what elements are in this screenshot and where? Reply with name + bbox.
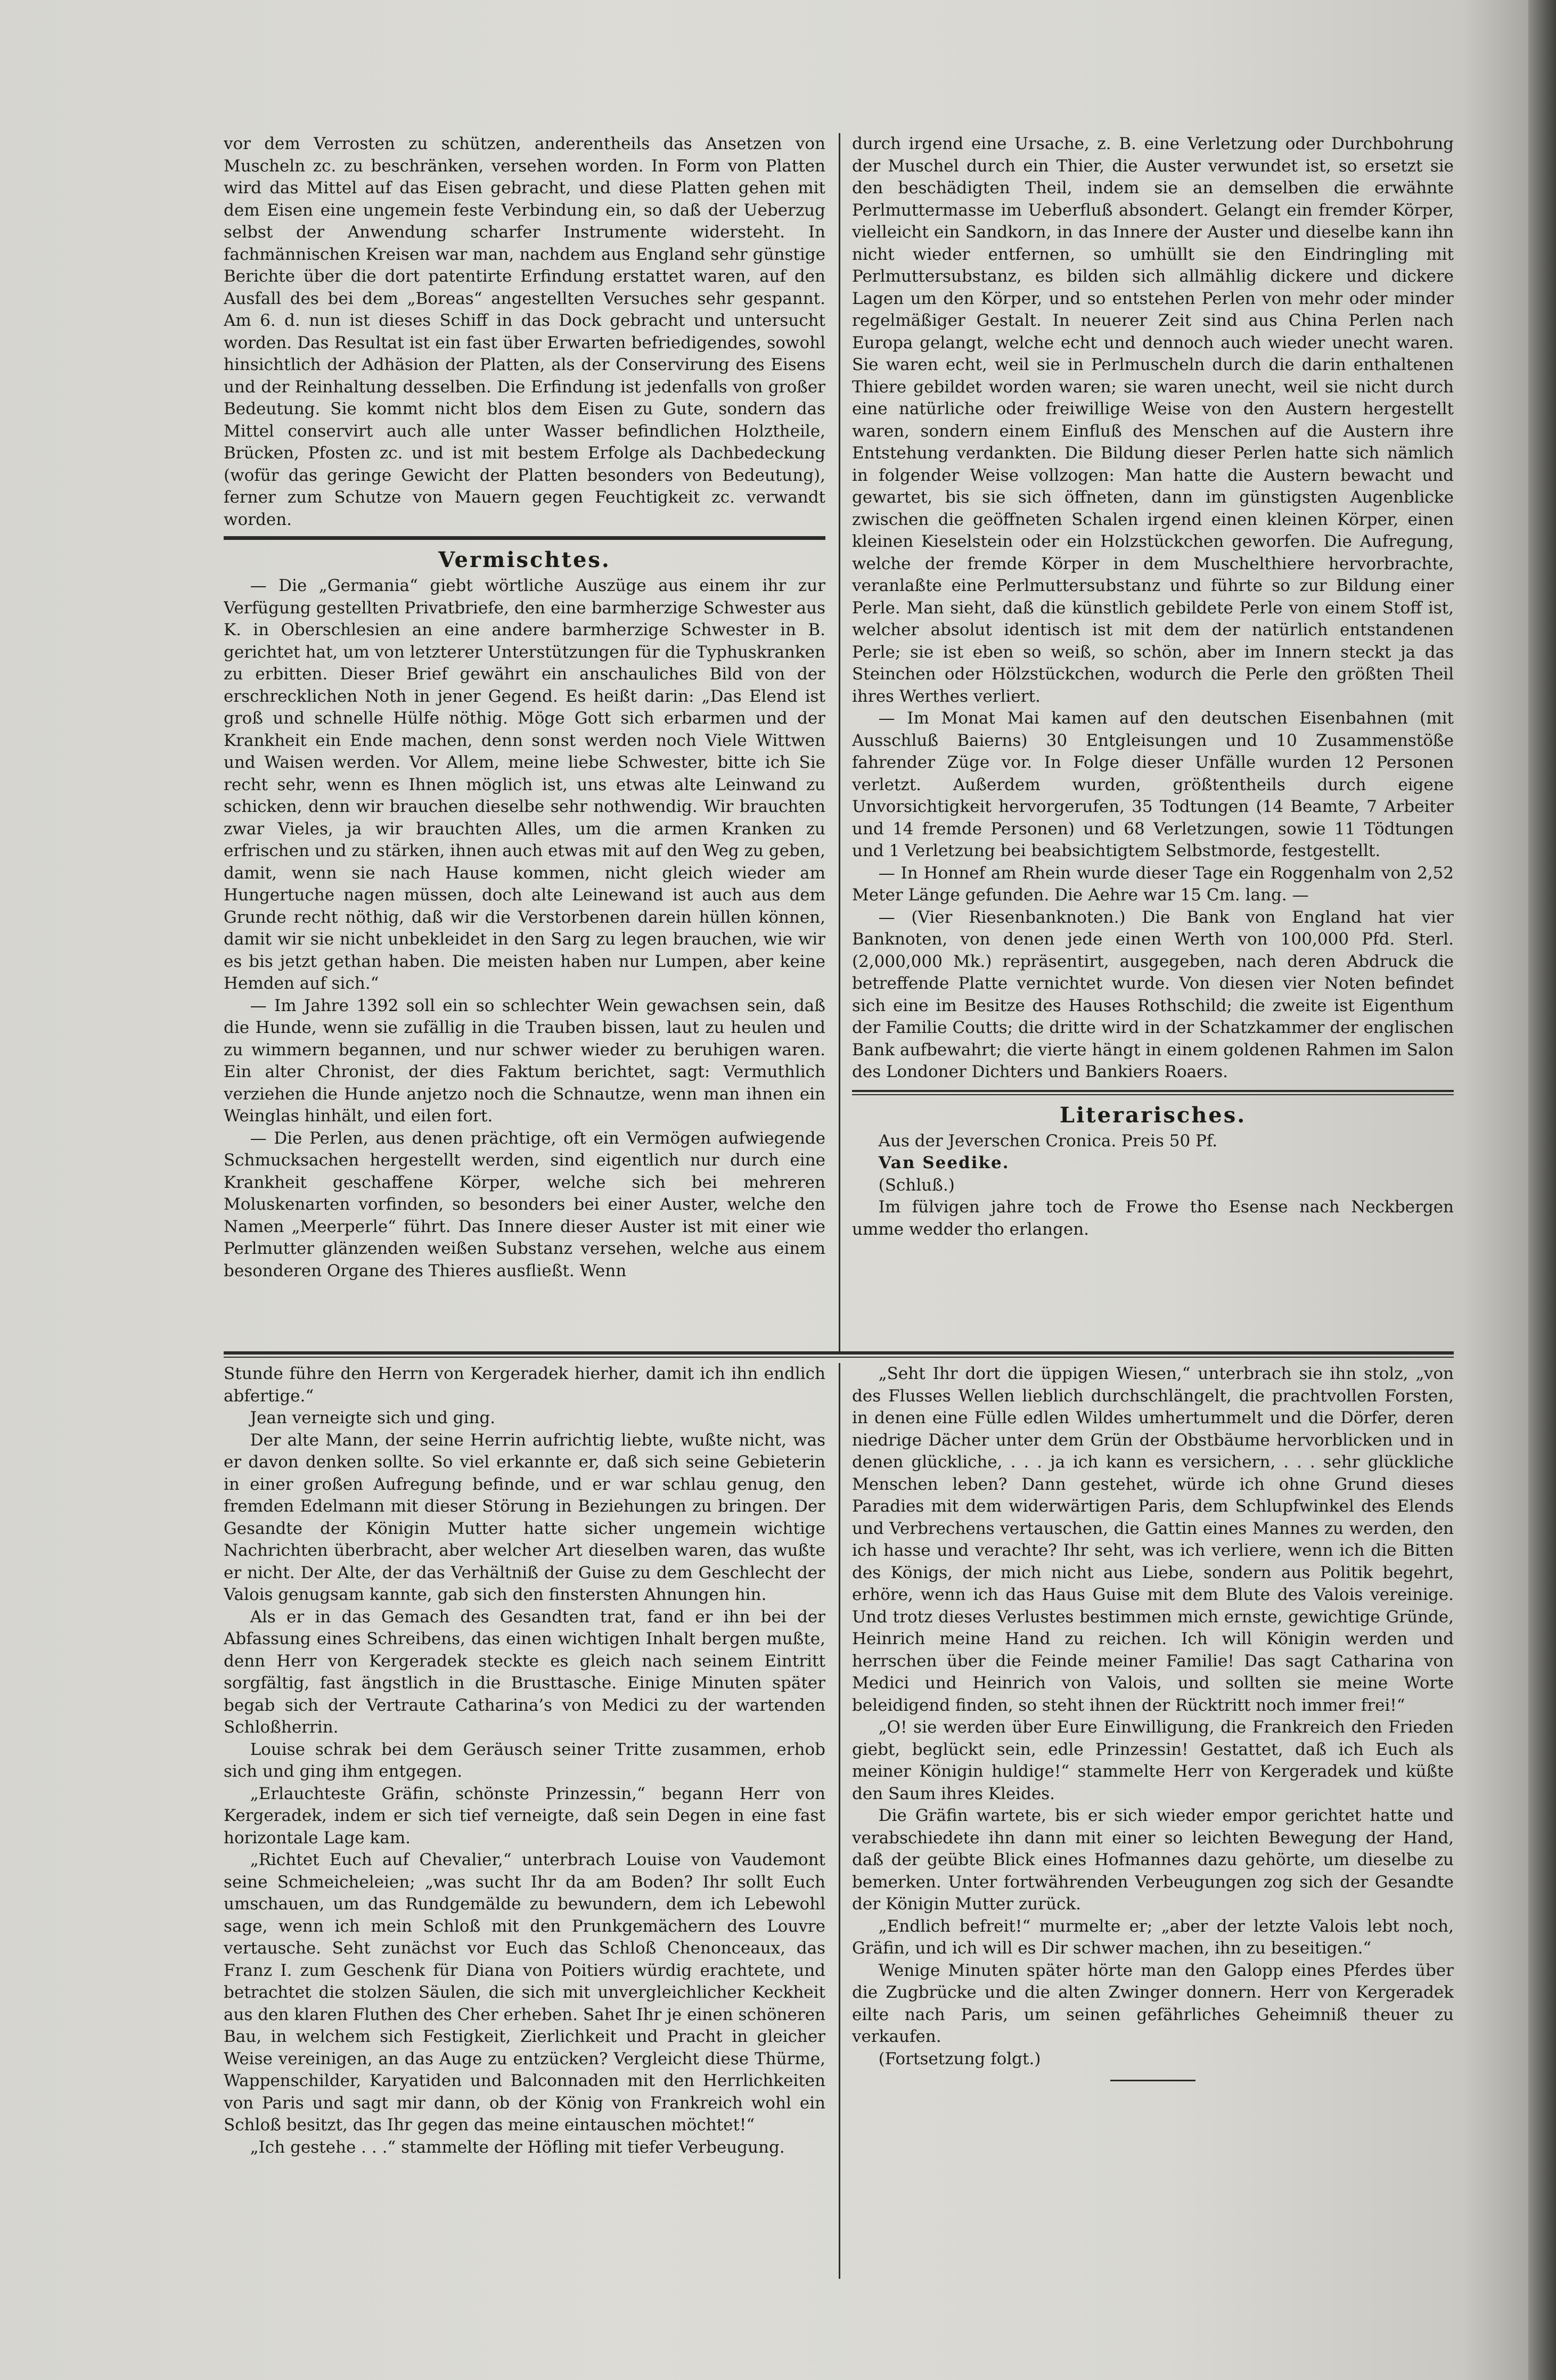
section-rule xyxy=(224,536,825,540)
feuilleton-paragraph: Louise schrak bei dem Geräusch seiner Tritte zusammen, erhob sich und ging ihm entgegen. xyxy=(224,1739,825,1781)
section-heading-vermischtes: Vermischtes. xyxy=(438,547,611,572)
page-binding-edge xyxy=(1528,0,1556,2380)
column-bottom-left xyxy=(224,1363,825,2279)
feuilleton-paragraph: Der alte Mann, der seine Herrin aufrichtig liebte, wußte nicht, was er davon denken sollte. So viel erkannte er, daß sich seine Gebieterin in einer großen Aufregung befinde, und er war schlau genug, den fremden Edelmann mit dieser Störung in Beziehungen zu bringen. Der Gesandte der Königin Mutter hatte sicher ungemein wichtige Nachrichten überbracht, aber welcher Art dieselben waren, das wußte er nicht. Der Alte, der das Verhältniß der Guise zu dem Geschlecht der Valois genugsam kannte, gab sich den finstersten Ahnungen hin. xyxy=(224,1430,825,1604)
feuilleton-paragraph: Die Gräfin wartete, bis er sich wieder empor gerichtet hatte und verabschiedete ihn dann mit einer so leichten Bewegung der Hand, daß der geübte Blick eines Hofmannes dazu gehörte, um dieselbe zu bemerken. Unter fortwährenden Verbeugungen zog sich der Gesandte der Königin Mutter zurück. xyxy=(852,1806,1454,1914)
column-top-right xyxy=(852,133,1454,1352)
feuilleton-paragraph: „Erlauchteste Gräfin, schönste Prinzessin,“ begann Herr von Kergeradek, indem er sich tief verneigte, daß sein Degen in eine fast horizontale Lage kam. xyxy=(224,1784,825,1848)
item-pearls: — Die Perlen, aus denen prächtige, oft ein Vermögen aufwiegende Schmucksachen hergestellt werden, sind eigentlich nur durch eine Krankheit geschaffene Körper, welche sich bei mehreren Moluskenarten vorfinden, so besonders bei einer Auster, welche den Namen „Meerperle“ führt. Das Innere dieser Auster ist mit einer wie Perlmutter glänzenden weißen Substanz versehen, welche aus einem besonderen Organe des Thieres ausfließt. Wenn xyxy=(224,1128,825,1281)
column-divider-bottom xyxy=(839,1363,840,2279)
feuilleton-paragraph: Als er in das Gemach des Gesandten trat, fand er ihn bei der Abfassung eines Schreibens, das einen wichtigen Inhalt bergen mußte, denn Herr von Kergeradek steckte es gleich nach seinem Eintritt sorgfältig, fast ängstlich in die Brusttasche. Einige Minuten später begab sich der Vertraute Catharina’s von Medici zu der wartenden Schloßherrin. xyxy=(224,1607,825,1737)
item-germania: — Die „Germania“ giebt wörtliche Auszüge aus einem ihr zur Verfügung gestellten Privatbriefe, den eine barmherzige Schwester aus K. in Oberschlesien an eine andere barmherzige Schwester in B. gerichtet hat, um von letzterer Unterstützungen für die Typhuskranken zu erbitten. Dieser Brief gewährt ein anschauliches Bild von der erschrecklichen Noth in jener Gegend. Es heißt darin: „Das Elend ist groß und schnelle Hülfe nöthig. Möge Gott sich erbarmen und der Krankheit ein Ende machen, denn sonst werden noch Viele Wittwen und Waisen werden. Vor Allem, meine liebe Schwester, bitte ich Sie recht sehr, wenn es Ihnen möglich ist, uns etwas alte Leinwand zu schicken, denn wir brauchen dieselbe sehr nothwendig. Wir brauchten zwar Vieles, ja wir brauchten Alles, um die armen Kranken zu erfrischen und zu stärken, ihnen auch etwas mit auf den Weg zu geben, damit, wenn sie nach Hause kommen, nicht gleich wieder am Hungertuche nagen müssen, doch alte Leinewand ist auch aus dem Grunde recht nöthig, daß wir die Verstorbenen darein hüllen können, damit wir sie nicht unbekleidet in den Sarg zu legen brauchen, wie wir es bis jetzt gethan haben. Die meisten haben nur Lumpen, aber keine Hemden auf sich.“ xyxy=(224,576,825,993)
column-divider-top xyxy=(839,133,840,1352)
feuilleton-paragraph: Stunde führe den Herrn von Kergeradek hierher, damit ich ihn endlich abfertige.“ xyxy=(224,1364,825,1406)
column-bottom-right xyxy=(852,1363,1454,2279)
feuilleton-paragraph: „O! sie werden über Eure Einwilligung, die Frankreich den Frieden giebt, beglückt sein, edle Prinzessin! Gestattet, daß ich Euch als meiner Königin huldige!“ stammelte Herr von Kergeradek und küßte den Saum ihres Kleides. xyxy=(852,1718,1454,1803)
column-top-left xyxy=(224,133,825,1352)
item-wine-1392: — Im Jahre 1392 soll ein so schlechter Wein gewachsen sein, daß die Hunde, wenn sie zufällig in die Trauben bissen, laut zu heulen und zu wimmern begannen, und nur schwer wieder zu beruhigen waren. Ein alter Chronist, der dies Faktum berichtet, sagt: Vermuthlich verziehen die Hunde anjetzo noch die Schnautze, wenn man ihnen ein Weinglas hinhält, und eilen fort. xyxy=(224,996,825,1126)
continuation-note: (Fortsetzung folgt.) xyxy=(878,2049,1041,2069)
item-railway-accidents: — Im Monat Mai kamen auf den deutschen Eisenbahnen (mit Ausschluß Baierns) 30 Entgleisungen und 10 Zusammenstöße fahrender Züge vor. In Folge dieser Unfälle wurden 12 Personen verletzt. Außerdem wurden, größtentheils durch eigene Unvorsichtigkeit hervorgerufen, 35 Todtungen (14 Beamte, 7 Arbeiter und 14 fremde Personen) und 68 Verletzungen, sowie 11 Tödtungen und 1 Verletzung bei beabsichtigtem Selbstmorde, festgestellt. xyxy=(852,709,1454,860)
literary-source-line: Aus der Jeverschen Cronica. Preis 50 Pf. xyxy=(878,1131,1218,1151)
feuilleton-separator-rule-thin xyxy=(224,1357,1454,1358)
story-title: Van Seedike. xyxy=(878,1153,1010,1172)
section-heading-literarisches: Literarisches. xyxy=(1059,1102,1247,1128)
item-giant-banknotes: — (Vier Riesenbanknoten.) Die Bank von England hat vier Banknoten, von denen jede einen Werth von 100,000 Pfd. Sterl. (2,000,000 Mk.) repräsentirt, ausgegeben, nach deren Abdruck die betreffende Platte vernichtet wurde. Von diesen vier Noten befindet sich eine im Besitze des Hauses Rothschild; die zweite ist Eigenthum der Familie Coutts; die dritte wird in der Schatzkammer der englischen Bank aufbewahrt; die vierte hängt in einem goldenen Rahmen im Salon des Londoner Dichters und Bankiers Roaers. xyxy=(852,907,1454,1081)
item-pearls-continued: durch irgend eine Ursache, z. B. eine Verletzung oder Durchbohrung der Muschel durch ein Thier, die Auster verwundet ist, so ersetzt sie den beschädigten Theil, indem sie an demselben die erwähnte Perlmuttermasse im Ueberfluß absondert. Gelangt ein fremder Körper, vielleicht ein Sandkorn, in das Innere der Auster und dieselbe kann ihn nicht wieder entfernen, so umhüllt sie den Eindringling mit Perlmuttersubstanz, es bilden sich allmählig dickere und dickere Lagen um den Körper, und so entstehen Perlen von mehr oder minder regelmäßiger Gestalt. In neuerer Zeit sind aus China Perlen nach Europa gelangt, welche echt und dennoch auch wieder unecht waren. Sie waren echt, weil sie in Perlmuscheln durch die darin enthaltenen Thiere gebildet worden waren; sie waren unecht, weil sie nicht durch eine natürliche oder freiwillige Weise von den Austern hergestellt waren, sondern einem Einfluß des Menschen auf die Austern ihre Entstehung verdankten. Die Bildung dieser Perlen hatte sich nämlich in folgender Weise vollzogen: Man hatte die Austern bewacht und gewartet, bis sie sich öffneten, dann im günstigsten Augenblicke zwischen die geöffneten Schalen irgend einen kleinen Körper, einen kleinen Kieselstein oder ein Holzstückchen geworfen. Die Aufregung, welche der fremde Körper in dem Muschelthiere hervorbrachte, veranlaßte eine Perlmuttersubstanz und führte so zur Bildung einer Perle. Man sieht, daß die künstlich gebildete Perle von einem Stoff ist, welcher absolut identisch ist mit dem der natürlich entstandenen Perle; sie ist eben so weiß, so schön, aber im Innern steckt ja das Steinchen oder Hölzstückchen, wodurch die Perle den größten Theil ihres Werthes verliert. xyxy=(852,134,1454,706)
feuilleton-paragraph: „Ich gestehe . . .“ stammelte der Höfling mit tiefer Verbeugung. xyxy=(250,2137,785,2157)
story-subtitle: (Schluß.) xyxy=(878,1175,955,1195)
item-honnef-rye: — In Honnef am Rhein wurde dieser Tage ein Roggenhalm von 2,52 Meter Länge gefunden. Die Aehre war 15 Cm. lang. — xyxy=(852,863,1454,905)
article-ship-coating-end: vor dem Verrosten zu schützen, anderentheils das Ansetzen von Muscheln zc. zu beschränken, versehen worden. In Form von Platten wird das Mittel auf das Eisen gebracht, und diese Platten gehen mit dem Eisen eine ungemein feste Verbindung ein, so daß der Ueberzug selbst der Anwendung scharfer Instrumente widersteht. In fachmännischen Kreisen war man, nachdem aus England sehr günstige Berichte über die dort patentirte Erfindung erstattet waren, auf den Ausfall des bei dem „Boreas“ angestellten Versuches sehr gespannt. Am 6. d. nun ist dieses Schiff in das Dock gebracht und untersucht worden. Das Resultat ist ein fast über Erwarten befriedigendes, sowohl hinsichtlich der Adhäsion der Platten, als der Conservirung des Eisens und der Reinhaltung desselben. Die Erfindung ist jedenfalls von großer Bedeutung. Sie kommt nicht blos dem Eisen zu Gute, sondern das Mittel conservirt auch alle unter Wasser befindlichen Holztheile, Brücken, Pfosten zc. und ist mit bestem Erfolge als Dachbedeckung (wofür das geringe Gewicht der Platten besonders von Bedeutung), ferner zum Schutze von Mauern gegen Feuchtigkeit zc. verwandt worden. xyxy=(224,134,825,529)
section-rule-literary xyxy=(852,1090,1454,1095)
feuilleton-paragraph: „Seht Ihr dort die üppigen Wiesen,“ unterbrach sie ihn stolz, „von des Flusses Wellen lieblich durchschlängelt, die prachtvollen Forsten, in denen eine Fülle edlen Wildes umhertummelt und die Dörfer, deren niedrige Dächer unter dem Grün der Obstbäume hervorblicken und in denen glückliche, . . . ja ich kann es versichern, . . . sehr glückliche Menschen leben? Dann gestehet, würde ich ohne Grund dieses Paradies mit dem widerwärtigen Paris, dem Schlupfwinkel des Elends und Verbrechens vertauschen, die Gattin eines Mannes zu werden, den ich hasse und verachte? Ihr seht, was ich verliere, wenn ich die Bitten des Königs, der mich nicht aus Liebe, sondern aus Politik begehrt, erhöre, wenn ich das Haus Guise mit dem Blute des Valois vereinige. Und trotz dieses Verlustes bestimmen mich ernste, gewichtige Gründe, Heinrich meine Hand zu reichen. Ich will Königin werden und herrschen über die Feinde meiner Familie! Das sagt Catharina von Medici und Heinrich von Valois, und sollten sie meine Worte beleidigend finden, so steht ihnen der Rücktritt noch immer frei!“ xyxy=(852,1364,1454,1715)
feuilleton-paragraph: „Endlich befreit!“ murmelte er; „aber der letzte Valois lebt noch, Gräfin, und ich will es Dir schwer machen, ihn zu beseitigen.“ xyxy=(852,1916,1454,1958)
end-rule xyxy=(1110,2080,1195,2081)
feuilleton-paragraph: Jean verneigte sich und ging. xyxy=(250,1408,496,1427)
feuilleton-paragraph: „Richtet Euch auf Chevalier,“ unterbrach Louise von Vaudemont seine Schmeicheleien; „was sucht Ihr da am Boden? Ihr sollt Euch umschauen, um das Rundgemälde zu bewundern, dem ich Lebewohl sage, wenn ich mein Schloß mit den Prunkgemächern des Louvre vertausche. Seht zunächst vor Euch das Schloß Chenonceaux, das Franz I. zum Geschenk für Diana von Poitiers würdig erachtete, und betrachtet die stolzen Säulen, die sich mit unvergleichlicher Keckheit aus den klaren Fluthen des Cher erheben. Sahet Ihr je einen schöneren Bau, in welchem sich Festigkeit, Zierlichkeit und Pracht in gleicher Weise vereinigen, an das Auge zu entzücken? Vergleicht diese Thürme, Wappenschilder, Karyatiden und Balconnaden mit den Herrlichkeiten von Paris und sagt mir dann, ob der König von Frankreich wohl ein Schloß besitzt, das Ihr gegen das meine eintauschen möchtet!“ xyxy=(224,1850,825,2135)
feuilleton-paragraph: Wenige Minuten später hörte man den Galopp eines Pferdes über die Zugbrücke und die alten Zwinger donnern. Herr von Kergeradek eilte nach Paris, um seinen gefährliches Geheimniß theuer zu verkaufen. xyxy=(852,1960,1454,2046)
story-paragraph: Im fülvigen jahre toch de Frowe tho Esense nach Neckbergen umme wedder tho erlangen. xyxy=(852,1197,1454,1239)
